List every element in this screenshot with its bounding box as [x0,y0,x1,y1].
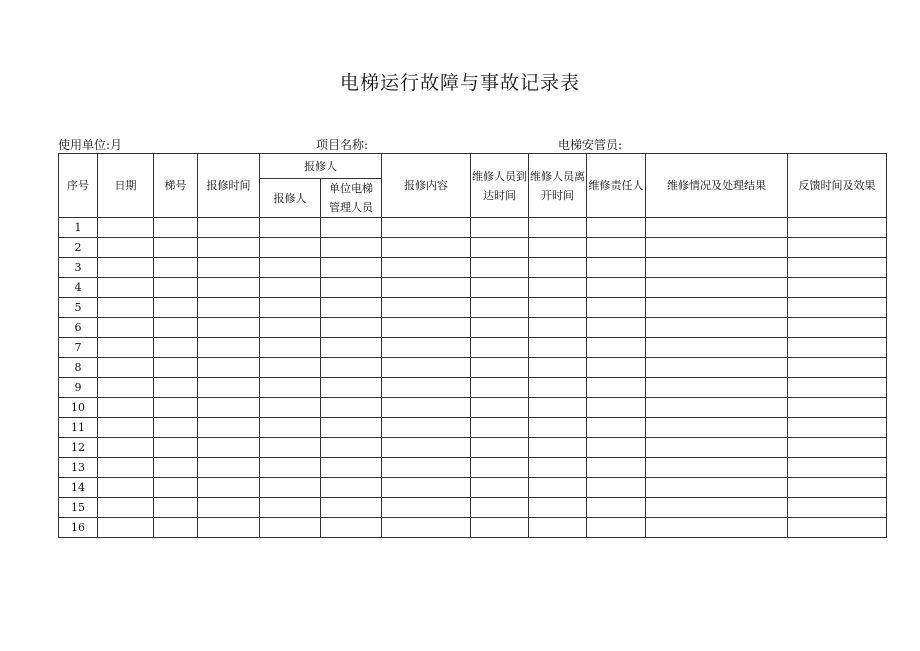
table-cell [587,238,646,258]
row-seq: 1 [59,218,98,238]
header-leave-line2: 开时间 [541,188,574,202]
table-cell [646,498,788,518]
table-cell [260,498,321,518]
row-seq: 9 [59,378,98,398]
table-cell [98,478,154,498]
table-cell [382,218,471,238]
table-cell [154,238,198,258]
table-cell [382,398,471,418]
header-leave-time [529,154,587,218]
table-cell [154,478,198,498]
table-row [59,518,887,538]
table-cell [788,518,887,538]
header-report-content: 报修内容 [382,154,471,218]
table-cell [646,478,788,498]
table-cell [788,258,887,278]
table-cell [98,398,154,418]
table-row [59,478,887,498]
table-cell [646,418,788,438]
table-cell [529,298,587,318]
row-seq: 11 [59,418,98,438]
fault-record-table [58,153,887,538]
table-cell [646,398,788,418]
table-cell [321,418,382,438]
table-cell [260,398,321,418]
table-cell [260,438,321,458]
table-cell [587,458,646,478]
table-cell [198,278,260,298]
table-cell [321,258,382,278]
table-cell [382,498,471,518]
table-cell [98,298,154,318]
table-cell [382,298,471,318]
table-cell [788,218,887,238]
table-cell [587,218,646,238]
table-cell [98,418,154,438]
table-row [59,458,887,478]
table-cell [587,298,646,318]
table-cell [382,238,471,258]
table-cell [788,298,887,318]
table-cell [646,278,788,298]
row-seq: 5 [59,298,98,318]
table-cell [471,478,529,498]
table-cell [98,278,154,298]
table-cell [321,338,382,358]
table-cell [529,278,587,298]
table-cell [529,418,587,438]
table-cell [529,338,587,358]
table-cell [587,498,646,518]
table-cell [154,258,198,278]
table-cell [471,338,529,358]
table-cell [260,518,321,538]
table-cell [471,218,529,238]
table-cell [382,278,471,298]
table-cell [382,318,471,338]
table-cell [154,418,198,438]
table-cell [788,478,887,498]
table-cell [98,218,154,238]
row-seq: 2 [59,238,98,258]
table-cell [321,378,382,398]
table-cell [471,258,529,278]
table-cell [98,258,154,278]
table-cell [529,358,587,378]
table-cell [382,338,471,358]
table-cell [154,458,198,478]
table-row [59,418,887,438]
table-cell [260,358,321,378]
table-cell [321,498,382,518]
table-cell [260,238,321,258]
table-cell [529,398,587,418]
table-cell [788,498,887,518]
table-cell [471,298,529,318]
table-cell [321,298,382,318]
table-cell [154,378,198,398]
table-cell [382,418,471,438]
table-cell [788,438,887,458]
table-cell [646,298,788,318]
row-seq: 16 [59,518,98,538]
table-cell [198,458,260,478]
table-cell [529,458,587,478]
table-cell [98,458,154,478]
header-reporter: 报修人 [260,179,321,218]
table-cell [154,298,198,318]
table-cell [321,218,382,238]
table-cell [646,438,788,458]
row-seq: 14 [59,478,98,498]
table-cell [321,318,382,338]
header-leave-line1: 维修人员离 [530,169,585,183]
table-cell [98,378,154,398]
table-cell [646,458,788,478]
table-cell [260,318,321,338]
table-cell [587,278,646,298]
table-cell [98,238,154,258]
table-cell [98,498,154,518]
table-cell [154,398,198,418]
table-cell [321,278,382,298]
table-cell [198,478,260,498]
table-cell [529,518,587,538]
table-cell [529,478,587,498]
table-cell [321,458,382,478]
table-row [59,278,887,298]
row-seq: 7 [59,338,98,358]
table-cell [382,378,471,398]
table-cell [587,518,646,538]
table-row [59,398,887,418]
header-reporter-group: 报修人 [260,154,382,179]
table-cell [321,238,382,258]
table-cell [98,338,154,358]
table-cell [198,298,260,318]
table-cell [529,238,587,258]
table-cell [471,458,529,478]
table-cell [788,318,887,338]
unit-label: 使用单位:月 [58,138,123,152]
table-cell [788,418,887,438]
elevator-admin-label: 电梯安管员: [558,138,623,152]
table-cell [529,258,587,278]
table-cell [788,238,887,258]
table-cell [529,498,587,518]
table-cell [788,338,887,358]
table-row [59,378,887,398]
table-cell [198,418,260,438]
row-seq: 15 [59,498,98,518]
table-cell [260,458,321,478]
table-cell [154,358,198,378]
table-cell [98,318,154,338]
table-cell [529,378,587,398]
table-cell [382,458,471,478]
table-cell [646,338,788,358]
header-elevator-no: 梯号 [154,154,198,218]
table-cell [471,438,529,458]
table-cell [587,438,646,458]
table-cell [382,358,471,378]
table-body [59,218,887,538]
table-cell [321,478,382,498]
table-cell [646,238,788,258]
table-cell [154,278,198,298]
header-arrive-line1: 维修人员到 [472,169,527,183]
row-seq: 4 [59,278,98,298]
header-date: 日期 [98,154,154,218]
table-cell [198,318,260,338]
table-cell [198,338,260,358]
table-cell [471,318,529,338]
table-cell [587,338,646,358]
table-cell [382,258,471,278]
table-cell [587,398,646,418]
table-cell [471,238,529,258]
table-cell [646,518,788,538]
table-cell [788,458,887,478]
table-cell [471,278,529,298]
table-row [59,238,887,258]
project-name-label: 项目名称: [316,138,369,152]
table-cell [529,438,587,458]
table-cell [382,478,471,498]
table-row [59,498,887,518]
table-cell [788,278,887,298]
row-seq: 12 [59,438,98,458]
header-unit-manager-line1: 单位电梯 [329,182,373,195]
page-title: 电梯运行故障与事故记录表 [339,72,580,94]
table-cell [587,358,646,378]
table-cell [382,438,471,458]
table-cell [587,378,646,398]
header-report-time: 报修时间 [198,154,260,218]
table-cell [321,398,382,418]
table-cell [260,258,321,278]
table-row [59,358,887,378]
table-row [59,318,887,338]
table-cell [198,498,260,518]
table-cell [321,438,382,458]
table-cell [260,478,321,498]
table-cell [198,238,260,258]
row-seq: 6 [59,318,98,338]
table-cell [321,518,382,538]
table-cell [646,258,788,278]
table-cell [154,218,198,238]
table-cell [198,358,260,378]
table-cell [154,518,198,538]
table-cell [788,398,887,418]
table-cell [198,438,260,458]
table-cell [529,318,587,338]
row-seq: 10 [59,398,98,418]
table-cell [471,358,529,378]
table-cell [260,298,321,318]
table-cell [529,218,587,238]
table-cell [260,338,321,358]
header-unit-manager-line2: 管理人员 [329,201,373,214]
table-cell [198,258,260,278]
table-row [59,218,887,238]
table-cell [471,418,529,438]
table-cell [321,358,382,378]
table-row [59,438,887,458]
table-cell [198,378,260,398]
table-cell [260,378,321,398]
row-seq: 8 [59,358,98,378]
table-cell [587,258,646,278]
table-cell [154,318,198,338]
table-cell [471,378,529,398]
table-cell [471,498,529,518]
table-cell [198,398,260,418]
table-cell [646,218,788,238]
table-cell [198,218,260,238]
header-seq: 序号 [59,154,98,218]
table-cell [587,478,646,498]
table-cell [260,218,321,238]
table-cell [154,438,198,458]
table-cell [471,518,529,538]
table-cell [260,278,321,298]
table-cell [98,358,154,378]
table-cell [646,358,788,378]
table-cell [198,518,260,538]
row-seq: 13 [59,458,98,478]
table-cell [788,378,887,398]
header-arrive-line2: 达时间 [483,188,516,202]
table-row [59,338,887,358]
header-unit-manager [321,179,382,218]
table-cell [788,358,887,378]
row-seq: 3 [59,258,98,278]
table-cell [154,498,198,518]
table-cell [260,418,321,438]
header-feedback: 反馈时间及效果 [788,154,887,218]
header-arrive-time [471,154,529,218]
table-cell [587,318,646,338]
table-cell [98,438,154,458]
table-cell [587,418,646,438]
table-row [59,258,887,278]
table-cell [471,398,529,418]
header-responsible: 维修责任人 [587,154,646,218]
header-result: 维修情况及处理结果 [646,154,788,218]
table-cell [646,318,788,338]
table-cell [382,518,471,538]
table-cell [154,338,198,358]
table-row [59,298,887,318]
table-cell [98,518,154,538]
table-cell [646,378,788,398]
